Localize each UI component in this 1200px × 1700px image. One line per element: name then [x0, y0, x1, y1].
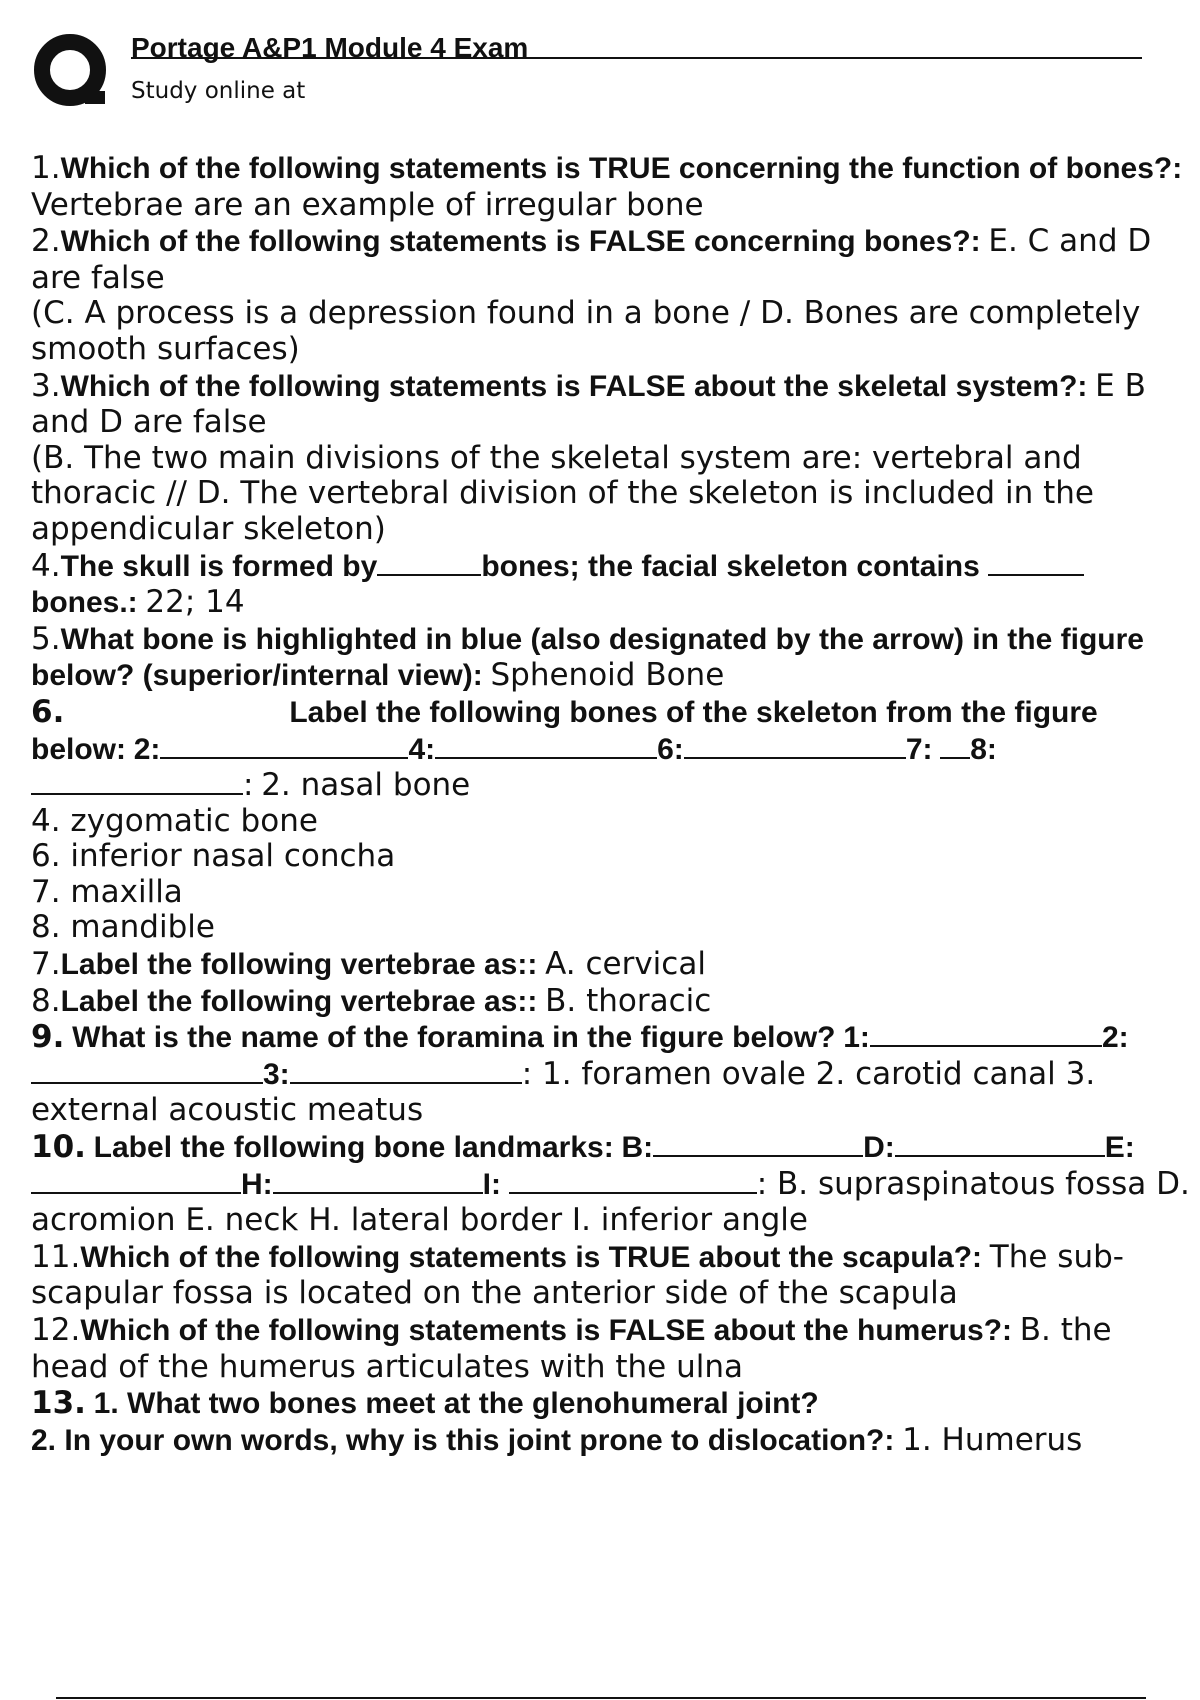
question-9 [31, 1019, 1196, 1129]
question-number: 10. [31, 1129, 86, 1166]
answer-text: : 1. foramen ovale 2. carotid canal 3. external acoustic meatus [31, 1055, 1096, 1129]
question-number: 8. [31, 982, 61, 1019]
question-number: 5. [31, 620, 61, 657]
question-10 [31, 1129, 1196, 1239]
document-title: Portage A&P1 Module 4 Exam [131, 32, 529, 63]
answer-text: 2. nasal bone [261, 767, 471, 804]
fill-blank [273, 1166, 483, 1194]
question-number: 7. [31, 946, 61, 983]
fill-blank [940, 731, 970, 759]
answer-text: 1. Humerus [902, 1421, 1083, 1458]
fill-blank [653, 1129, 863, 1157]
blank-label: 2: [1101, 1021, 1129, 1055]
answer-note: (C. A process is a depression found in a bone / D. Bones are completely smooth surfaces) [31, 295, 1141, 367]
blank-label: E: [1104, 1131, 1135, 1165]
question-8 [31, 983, 1196, 1020]
question-1 [31, 150, 1196, 223]
question-list [31, 150, 1196, 1458]
fill-blank [435, 731, 657, 759]
fill-blank [988, 548, 1084, 576]
fill-blank [290, 1056, 522, 1084]
blank-label: : [243, 767, 254, 804]
fill-blank [895, 1129, 1105, 1157]
answer-text: : B. supraspinatous fossa D. acromion E. neck H. lateral border I. inferior angle [31, 1165, 1190, 1239]
fill-blank [870, 1019, 1102, 1047]
quizlet-logo-icon [33, 33, 107, 107]
answer-text: 22; 14 [145, 584, 245, 621]
question-text: Which of the following statements is FALSE about the skeletal system?: [60, 369, 1088, 403]
fill-blank [31, 1166, 241, 1194]
question-text: bones.: [31, 586, 138, 620]
question-text: Which of the following statements is FALSE about the humerus?: [80, 1314, 1013, 1347]
fill-blank [31, 767, 243, 795]
answer-text: B. the head of the humerus articulates with the ulna [31, 1312, 1112, 1385]
question-text: What is the name of the foramina in the figure below? [72, 1021, 836, 1055]
answer-text: B. thoracic [545, 982, 712, 1019]
blank-label: 6: [657, 732, 684, 766]
question-number: 4. [31, 547, 61, 584]
question-3 [31, 368, 1196, 441]
question-text: Which of the following statements is TRUE concerning the function of bones?: [60, 152, 1183, 185]
fill-blank [160, 731, 408, 759]
question-text: 2. In your own words, why is this joint prone to dislocation?: [31, 1423, 895, 1457]
fill-blank [377, 548, 481, 576]
answer-text: The sub- scapular fossa is located on the anterior side of the scapula [31, 1238, 1124, 1312]
question-number: 12. [31, 1312, 81, 1348]
question-13-part-2 [31, 1422, 1196, 1459]
question-text: bones; the facial skeleton contains [481, 549, 980, 583]
question-text: 1. What two bones meet at the glenohumeral joint? [93, 1387, 819, 1421]
question-text: Label the following vertebrae as:: [60, 984, 538, 1018]
study-online-text: Study online at [131, 78, 306, 104]
question-text: Label the following vertebrae as:: [60, 948, 538, 982]
question-number: 1. [31, 150, 61, 186]
answer-text: E. C and D are false [31, 223, 1152, 296]
question-2 [31, 223, 1196, 296]
answer-text: E B and D are false [31, 367, 1146, 441]
blank-label: 3: [263, 1057, 290, 1091]
blank-label: 4: [408, 732, 436, 766]
question-13 [31, 1385, 1196, 1422]
question-12 [31, 1312, 1196, 1385]
fill-blank [509, 1166, 757, 1194]
header-divider [131, 57, 1142, 59]
question-number: 3. [31, 367, 61, 404]
question-text: Label the following bones of the skeleton from the figure below: [31, 695, 1098, 766]
question-text: Which of the following statements is TRUE about the scapula?: [80, 1240, 983, 1274]
answer-list-item: 8. mandible [31, 909, 215, 946]
question-4 [31, 548, 1196, 621]
question-number: 13. [31, 1385, 86, 1422]
question-text: Which of the following statements is FALSE concerning bones?: [60, 225, 981, 259]
question-11 [31, 1239, 1196, 1312]
answer-note: (B. The two main divisions of the skeletal system are: vertebral and thoracic // D. The vertebral division of the skeleton is included in the appendicular skeleton) [31, 439, 1094, 547]
blank-label: D: [863, 1131, 895, 1165]
blank-label: B: [621, 1131, 654, 1165]
blank-label: 7: [905, 732, 933, 766]
question-number: 6. [31, 693, 65, 730]
answer-text: A. cervical [545, 946, 706, 983]
question-6 [31, 694, 1196, 804]
answer-list-item: 7. maxilla [31, 873, 183, 910]
question-7 [31, 946, 1196, 983]
question-5 [31, 621, 1196, 694]
question-number: 2. [31, 223, 61, 260]
footer-divider [56, 1697, 1146, 1699]
answer-list-item: 6. inferior nasal concha [31, 838, 396, 875]
fill-blank [31, 1056, 263, 1084]
answer-text: Sphenoid Bone [490, 657, 725, 694]
question-number: 9. [31, 1019, 65, 1056]
answer-list-item: 4. zygomatic bone [31, 802, 318, 839]
question-text: The skull is formed by [60, 549, 378, 583]
fill-blank [684, 731, 906, 759]
blank-label: I: [482, 1167, 501, 1201]
question-text: Label the following bone landmarks: [93, 1131, 614, 1165]
blank-label: 8: [970, 732, 997, 766]
question-text: What bone is highlighted in blue (also designated by the arrow) in the figure below? (superior/internal view): [31, 622, 1144, 693]
blank-label: H: [241, 1167, 273, 1201]
answer-text: Vertebrae are an example of irregular bone [31, 186, 704, 223]
question-number: 11. [31, 1238, 81, 1275]
blank-label: 2: [133, 732, 161, 766]
blank-label: 1: [843, 1021, 870, 1055]
